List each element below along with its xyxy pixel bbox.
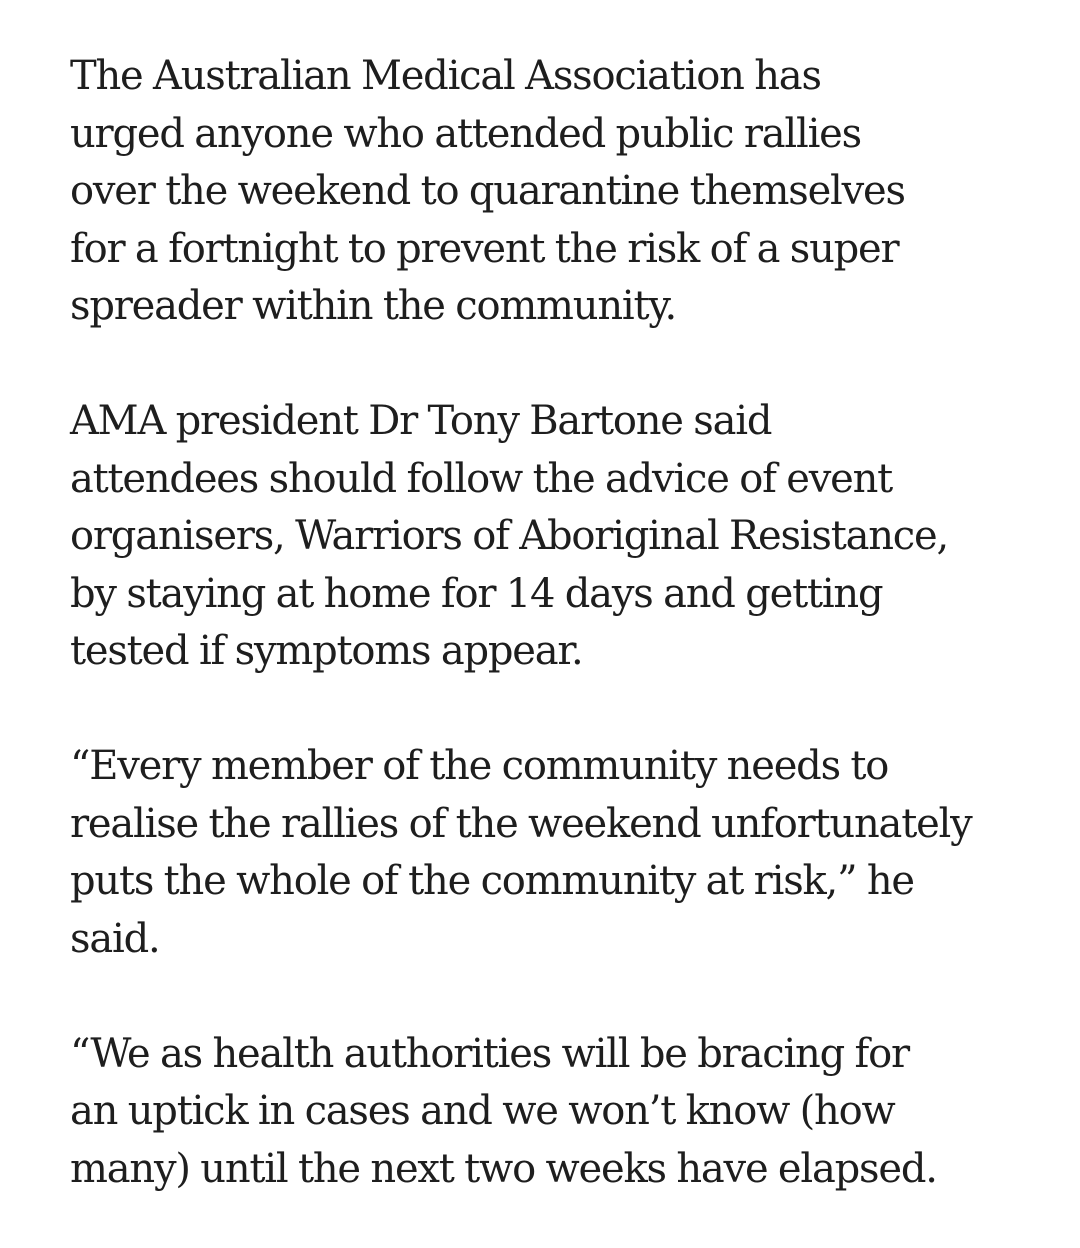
text-line: over the weekend to quarantine themselves [70,168,905,214]
text-line: urged anyone who attended public rallies [70,110,861,157]
text-line: organisers, Warriors of Aboriginal Resistance, [70,513,948,559]
text-line: for a fortnight to prevent the risk of a super [70,225,899,272]
text-line: said. [70,915,160,962]
text-line: realise the rallies of the weekend unfortunately [70,800,972,847]
paragraph-quote-uptick-cases [70,1026,1030,1199]
text-line: “We as health authorities will be bracing for [70,1030,909,1077]
paragraph-bartone-advice [70,393,1030,681]
article-body [70,48,1030,1198]
text-line: an uptick in cases and we won’t know (how [70,1088,895,1134]
text-line: many) until the next two weeks have elapsed. [70,1145,937,1192]
paragraph-quote-community-risk [70,738,1030,968]
text-line: “Every member of the community needs to [70,743,889,789]
text-line: The Australian Medical Association has [70,53,821,99]
text-line: AMA president Dr Tony Bartone said [70,398,772,444]
paragraph-ama-urges-quarantine [70,48,1030,336]
text-line: attendees should follow the advice of event [70,455,893,502]
text-line: tested if symptoms appear. [70,628,583,674]
text-line: puts the whole of the community at risk,” he [70,858,914,904]
text-line: spreader within the community. [70,283,676,329]
text-line: by staying at home for 14 days and getting [70,570,883,617]
